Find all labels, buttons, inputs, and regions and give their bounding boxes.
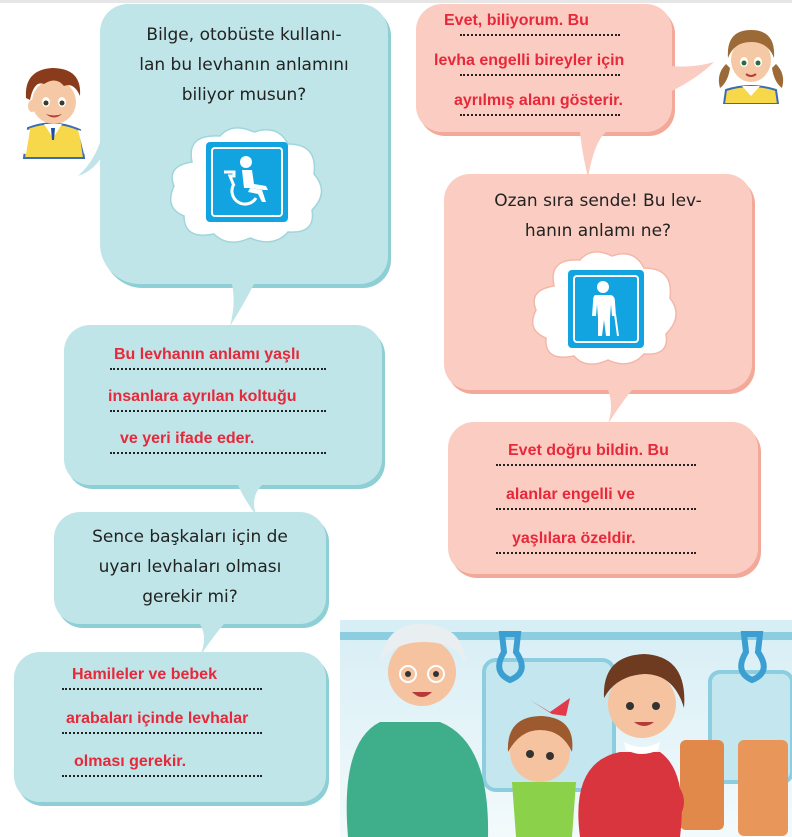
answer-1-line-2: levha engelli bireyler için	[434, 52, 625, 69]
answer-4-line-1: Hamileler ve bebek	[72, 666, 217, 683]
question-3-text	[54, 522, 326, 612]
elderly-seat-sign	[568, 270, 644, 348]
answer-bubble-2	[64, 325, 382, 485]
bubble-tail	[236, 485, 266, 515]
question-1-line-1: Bilge, otobüste kullanı-	[146, 25, 342, 45]
answer-bubble-1	[416, 4, 672, 132]
question-1-text	[100, 20, 388, 110]
question-2-text	[444, 186, 752, 246]
bubble-tail	[578, 132, 608, 178]
answer-3-line-2: alanlar engelli ve	[506, 486, 635, 503]
question-bubble-2	[444, 174, 752, 390]
answer-3-line-3: yaşlılara özeldir.	[512, 530, 636, 547]
wheelchair-sign	[206, 142, 288, 222]
question-1-line-2: lan bu levhanın anlamını	[139, 55, 349, 75]
answer-1-line-3: ayrılmış alanı gösterir.	[454, 92, 623, 109]
question-3-line-2: uyarı levhaları olması	[98, 557, 282, 577]
bus-scene-illustration	[340, 612, 792, 837]
question-1-line-3: biliyor musun?	[181, 85, 307, 105]
question-bubble-3	[54, 512, 326, 624]
answer-bubble-3	[448, 422, 758, 574]
question-2-line-1: Ozan sıra sende! Bu lev-	[494, 191, 702, 211]
bubble-tail	[226, 284, 256, 326]
page-top-border	[0, 0, 792, 3]
wheelchair-icon	[220, 154, 274, 210]
question-2-line-2: hanın anlamı ne?	[524, 221, 672, 241]
bubble-tail	[670, 60, 714, 94]
answer-2-line-1: Bu levhanın anlamı yaşlı	[114, 346, 300, 363]
question-bubble-1	[100, 4, 388, 284]
bubble-tail	[604, 390, 634, 424]
answer-3-line-1: Evet doğru bildin. Bu	[508, 442, 669, 459]
answer-4-line-2: arabaları içinde levhalar	[66, 710, 249, 727]
bus-scene-icon	[340, 612, 792, 837]
bubble-tail	[78, 128, 104, 178]
question-3-line-1: Sence başkaları için de	[92, 527, 288, 547]
question-3-line-3: gerekir mi?	[142, 587, 238, 607]
elderly-person-icon	[588, 280, 624, 340]
answer-2-line-3: ve yeri ifade eder.	[120, 430, 255, 447]
answer-1-line-1: Evet, biliyorum. Bu	[444, 12, 589, 29]
girl-character-icon	[712, 12, 790, 104]
answer-4-line-3: olması gerekir.	[74, 753, 187, 770]
answer-2-line-2: insanlara ayrılan koltuğu	[108, 388, 297, 405]
answer-bubble-4	[14, 652, 326, 802]
